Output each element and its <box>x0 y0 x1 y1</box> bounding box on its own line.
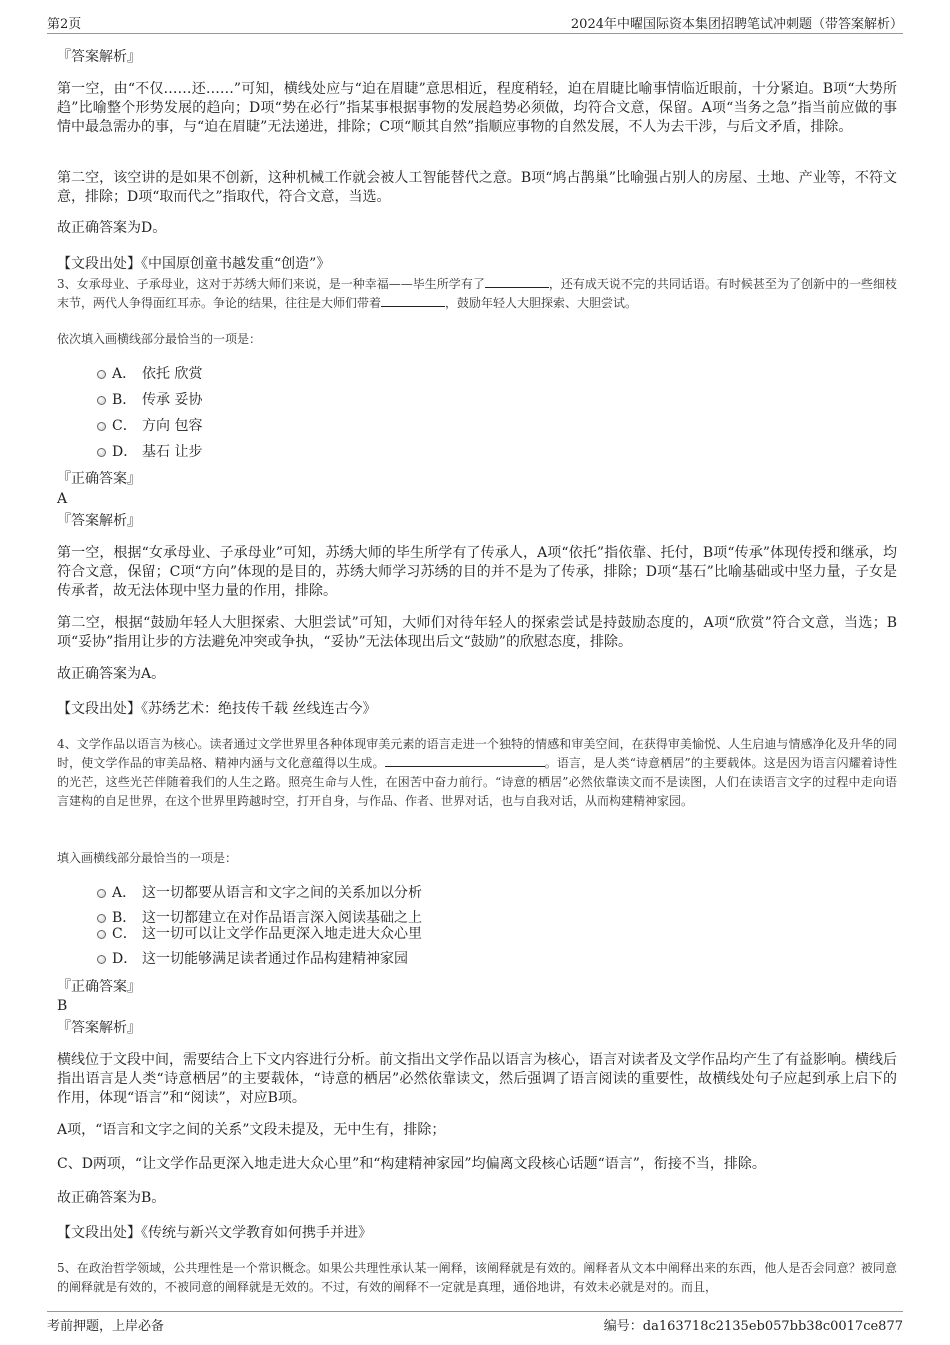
radio-icon[interactable] <box>97 396 106 405</box>
q4-prompt: 填入画横线部分最恰当的一项是： <box>57 851 238 865</box>
correct-answer-label: 『正确答案』 <box>57 471 141 487</box>
q4-stem: 4、文学作品以语言为核心。读者通过文学世界里各种体现审美元素的语言走进一个独特的情感和审美空间，在获得审美愉悦、人生启迪与情感净化及升华的同时，使文学作品的审美品格、精神内涵与文化意蕴得以生成。 。语言，是人类“诗意栖居”的主要载体。这是因为语言闪耀着诗性的光芒，这些光芒伴随着我们的人生之路。照亮生命与人性，在困苦中奋力前行。“诗意的栖居”必然依靠读文而不是读图，人们在读语言文字的过程中走向语言建构的自足世界，在这个世界里跨越时空，打开自身，与作品、作者、世界对话，也与自我对话，从而构建精神家园。 <box>57 737 897 808</box>
blank-line <box>381 294 445 307</box>
q3-correct-answer: A <box>57 491 68 507</box>
q2-final-answer: 故正确答案为D。 <box>57 220 167 236</box>
radio-icon[interactable] <box>97 955 106 964</box>
footer-divider <box>47 1311 903 1312</box>
q4-analysis-p3: C、D两项，“让文学作品更深入地走进大众心里”和“构建精神家园”均偏离文段核心话题“语言”，衔接不当，排除。 <box>57 1156 766 1172</box>
q3-option-a[interactable]: A． 依托 欣赏 <box>97 365 202 383</box>
q3-analysis-p2: 第二空，根据“鼓励年轻人大胆探索、大胆尝试”可知，大师们对待年轻人的探索尝试是持鼓励态度的，A项“欣赏”符合文意，当选；B项“妥协”指用让步的方法避免冲突或争执，“妥协”无法体现出后文“鼓励”的欣慰态度，排除。 <box>57 615 897 650</box>
radio-icon[interactable] <box>97 422 106 431</box>
blank-line <box>385 754 545 767</box>
document-id: 编号：da163718c2135eb057bb38c0017ce877 <box>603 1319 903 1334</box>
analysis-label: 『答案解析』 <box>57 49 141 65</box>
radio-icon[interactable] <box>97 930 106 939</box>
q4-analysis-p2: A项，“语言和文字之间的关系”文段未提及，无中生有，排除； <box>57 1122 446 1138</box>
document-title: 2024年中曜国际资本集团招聘笔试冲刺题（带答案解析） <box>570 17 903 32</box>
radio-icon[interactable] <box>97 889 106 898</box>
q3-final-answer: 故正确答案为A。 <box>57 666 166 682</box>
q5-stem: 5、在政治哲学领域，公共理性是一个常识概念。如果公共理性承认某一阐释，该阐释就是有效的。阐释者从文本中阐释出来的东西，他人是否会同意？被同意的阐释就是有效的，不被同意的阐释就是无效的。不过，有效的阐释不一定就是真理，通俗地讲，有效未必就是对的。而且， <box>57 1261 897 1294</box>
footer-slogan: 考前押题，上岸必备 <box>47 1319 165 1334</box>
q3-source: 【文段出处】《苏绣艺术：绝技传千载 丝线连古今》 <box>57 701 377 717</box>
q3-option-c[interactable]: C． 方向 包容 <box>97 417 202 435</box>
q4-option-d[interactable]: D． 这一切能够满足读者通过作品构建精神家园 <box>97 950 408 968</box>
q2-analysis-p2: 第二空，该空讲的是如果不创新，这种机械工作就会被人工智能替代之意。B项“鸠占鹊巢”比喻强占别人的房屋、土地、产业等，不符文意，排除；D项“取而代之”指取代，符合文意，当选。 <box>57 170 897 205</box>
q3-option-d[interactable]: D． 基石 让步 <box>97 443 202 461</box>
q3-analysis-p1: 第一空，根据“女承母业、子承母业”可知，苏绣大师的毕生所学有了传承人，A项“依托”指依靠、托付，B项“传承”体现传授和继承，均符合文意，保留；C项“方向”体现的是目的，苏绣大师学习苏绣的目的并不是为了传承，排除；D项“基石”比喻基础或中坚力量，子女是传承者，故无法体现中坚力量的作用，排除。 <box>57 545 897 599</box>
q3-stem: 3、女承母业、子承母业，这对于苏绣大师们来说，是一种幸福——毕生所学有了 ，还有成天说不完的共同话语。有时候甚至为了创新中的一些细枝末节，两代人争得面红耳赤。争论的结果，往往是大师们带着 ，鼓励年轻人大胆探索、大胆尝试。 <box>57 277 897 310</box>
page-number: 第2页 <box>47 17 82 32</box>
analysis-label: 『答案解析』 <box>57 513 141 529</box>
q4-final-answer: 故正确答案为B。 <box>57 1190 166 1206</box>
q2-analysis-p1: 第一空，由“不仅……还……”可知，横线处应与“迫在眉睫”意思相近，程度稍轻，迫在眉睫比喻事情临近眼前，十分紧迫。B项“大势所趋”比喻整个形势发展的趋向；D项“势在必行”指某事根据事物的发展趋势必须做，均符合文意，保留。A项“当务之急”指当前应做的事情中最急需办的事，与“迫在眉睫”无法递进，排除；C项“顺其自然”指顺应事物的自然发展，不人为去干涉，与后文矛盾，排除。 <box>57 81 897 135</box>
q4-option-b[interactable]: B． 这一切都建立在对作品语言深入阅读基础之上 <box>97 909 422 927</box>
q4-option-a[interactable]: A． 这一切都要从语言和文字之间的关系加以分析 <box>97 884 422 902</box>
blank-line <box>485 275 549 288</box>
q4-source: 【文段出处】《传统与新兴文学教育如何携手并进》 <box>57 1225 372 1241</box>
header-divider <box>47 33 903 34</box>
q4-correct-answer: B <box>57 998 68 1014</box>
analysis-label: 『答案解析』 <box>57 1020 141 1036</box>
q3-prompt: 依次填入画横线部分最恰当的一项是： <box>57 332 262 346</box>
page-header <box>0 0 950 34</box>
correct-answer-label: 『正确答案』 <box>57 979 141 995</box>
q4-analysis-p1: 横线位于文段中间，需要结合上下文内容进行分析。前文指出文学作品以语言为核心，语言对读者及文学作品均产生了有益影响。横线后指出语言是人类“诗意栖居”的主要载体，“诗意的栖居”必然依靠读文，然后强调了语言阅读的重要性，故横线处句子应起到承上启下的作用，体现“语言”和“阅读”，对应B项。 <box>57 1052 897 1106</box>
radio-icon[interactable] <box>97 370 106 379</box>
radio-icon[interactable] <box>97 448 106 457</box>
q2-source: 【文段出处】《中国原创童书越发重“创造”》 <box>57 256 331 272</box>
q4-option-c[interactable]: C． 这一切可以让文学作品更深入地走进大众心里 <box>97 925 422 943</box>
q3-option-b[interactable]: B． 传承 妥协 <box>97 391 202 409</box>
radio-icon[interactable] <box>97 914 106 923</box>
